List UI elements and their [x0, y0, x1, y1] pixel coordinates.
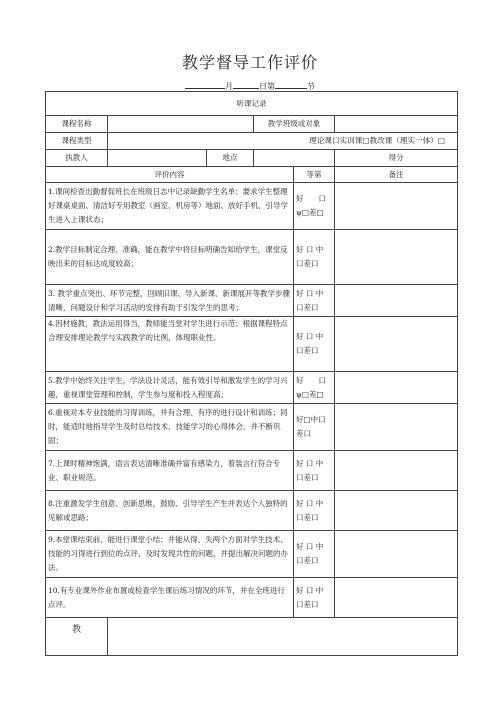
notes-field[interactable]	[335, 183, 458, 230]
grade-options[interactable]: 好 口 中 口差口	[294, 451, 335, 491]
criterion-text: 6.重视对本专业技能的习得训练，并有合理、有序的进行设计和训练；同时，能适时地指导学生及时总结技术、技能学习的心得体会，并不断巩固；	[46, 404, 294, 451]
criterion-text: 5.教学中始终关注学生，学法设计灵活，能有效引导和激发学生的学习兴趣，重视课堂管理和控制，学生参与度和投入程度高；	[46, 372, 294, 404]
table-row	[46, 372, 458, 404]
table-row	[46, 451, 458, 491]
section-header-row	[46, 92, 458, 116]
notes-field[interactable]	[335, 372, 458, 404]
notes-field[interactable]	[335, 230, 458, 285]
document-title: 教学督导工作评价	[181, 53, 318, 72]
score-label: 得分	[335, 150, 458, 167]
criterion-text: 10.有专业课外作业布置或检查学生课后练习情况的环节，并在全班进行点评。	[46, 578, 294, 618]
grade-options[interactable]: 好 口 中 口差口	[294, 285, 335, 317]
notes-field[interactable]	[335, 451, 458, 491]
column-header-row	[46, 167, 458, 183]
evaluation-table	[45, 91, 458, 656]
table-row	[46, 183, 458, 230]
month-label: 月	[225, 82, 233, 91]
grade-header: 等第	[294, 167, 335, 183]
period-label: 节	[307, 82, 315, 91]
notes-field[interactable]	[335, 404, 458, 451]
course-type-options[interactable]: 理论课口实训课□教改课（理实一体）□	[108, 133, 458, 150]
notes-header: 备注	[335, 167, 458, 183]
teacher-row	[46, 150, 458, 167]
footer-row	[46, 618, 458, 656]
notes-field[interactable]	[335, 491, 458, 531]
day-blank[interactable]	[233, 80, 259, 89]
grade-options[interactable]: 好 口 中 口差口	[294, 230, 335, 285]
grade-options[interactable]: 好 口 ψ□差□	[294, 372, 335, 404]
criterion-text: 1.课间检查出勤督促班长在班级日志中记录缺勤学生名单；要求学生整理好课桌桌面、清洁好专用教室（画室、机房等）地面、放好手机，引导学生进入上课状态；	[46, 183, 294, 230]
grade-options[interactable]: 好 口 中 口差口	[294, 531, 335, 578]
criterion-text: 3. 教学重点突出、环节完整，回顾旧课、导入新课、新课展开等教学步骤清晰，问题设计和学习活动的安排有助于引发学生的思考；	[46, 285, 294, 317]
teacher-field[interactable]	[108, 150, 207, 167]
grade-options[interactable]: 好□中口 差口	[294, 404, 335, 451]
table-row	[46, 491, 458, 531]
content-header: 评价内容	[46, 167, 294, 183]
class-field[interactable]	[335, 116, 458, 133]
grade-options[interactable]: 好 口 ψ□差□	[294, 183, 335, 230]
criterion-text: 2.教学目标制定合理、准确，能在教学中将目标明确告知给学生，课堂反映出来的目标达成度较高；	[46, 230, 294, 285]
footer-label: 教	[46, 618, 108, 656]
course-type-row	[46, 133, 458, 150]
grade-options[interactable]: 好 口 中 口差口	[294, 317, 335, 372]
notes-field[interactable]	[335, 531, 458, 578]
notes-field[interactable]	[335, 317, 458, 372]
course-type-label: 课程类型	[46, 133, 108, 150]
table-row	[46, 285, 458, 317]
period-blank[interactable]	[275, 80, 307, 89]
course-name-field[interactable]	[108, 116, 254, 133]
notes-field[interactable]	[335, 285, 458, 317]
course-name-row	[46, 116, 458, 133]
location-label: 地点	[207, 150, 254, 167]
section-title: 听课记录	[46, 92, 458, 116]
table-row	[46, 230, 458, 285]
table-row	[46, 578, 458, 618]
footer-field[interactable]	[108, 618, 458, 656]
teacher-label: 执教人	[46, 150, 108, 167]
table-row	[46, 317, 458, 372]
criterion-text: 8.注重激发学生创意、创新思维，鼓励、引导学生产生并表达个人独特的见解或思路；	[46, 491, 294, 531]
criterion-text: 4.因材施教，教法运用得当，教师能当堂对学生进行示范；根据课程特点合理安排理论教学与实践教学的比例，体现职业性。	[46, 317, 294, 372]
month-blank[interactable]	[185, 80, 225, 89]
criterion-text: 7.上课时精神饱满，语言表达清晰准确并富有感染力，着装言行符合专业、职业规范。	[46, 451, 294, 491]
location-field[interactable]	[254, 150, 335, 167]
class-label: 教学班级或对象	[254, 116, 335, 133]
notes-field[interactable]	[335, 578, 458, 618]
grade-options[interactable]: 好 口 中 口差口	[294, 491, 335, 531]
table-row	[46, 404, 458, 451]
criterion-text: 9.本堂课结束前，能进行课堂小结；并能从得、失两个方面对学生技术、技能的习得进行到位的点评，及时发现共性的问题，并提出解决问题的办法。	[46, 531, 294, 578]
grade-options[interactable]: 好 口 中 口差口	[294, 578, 335, 618]
table-row	[46, 531, 458, 578]
course-name-label: 课程名称	[46, 116, 108, 133]
day-label: 日第	[259, 82, 275, 91]
